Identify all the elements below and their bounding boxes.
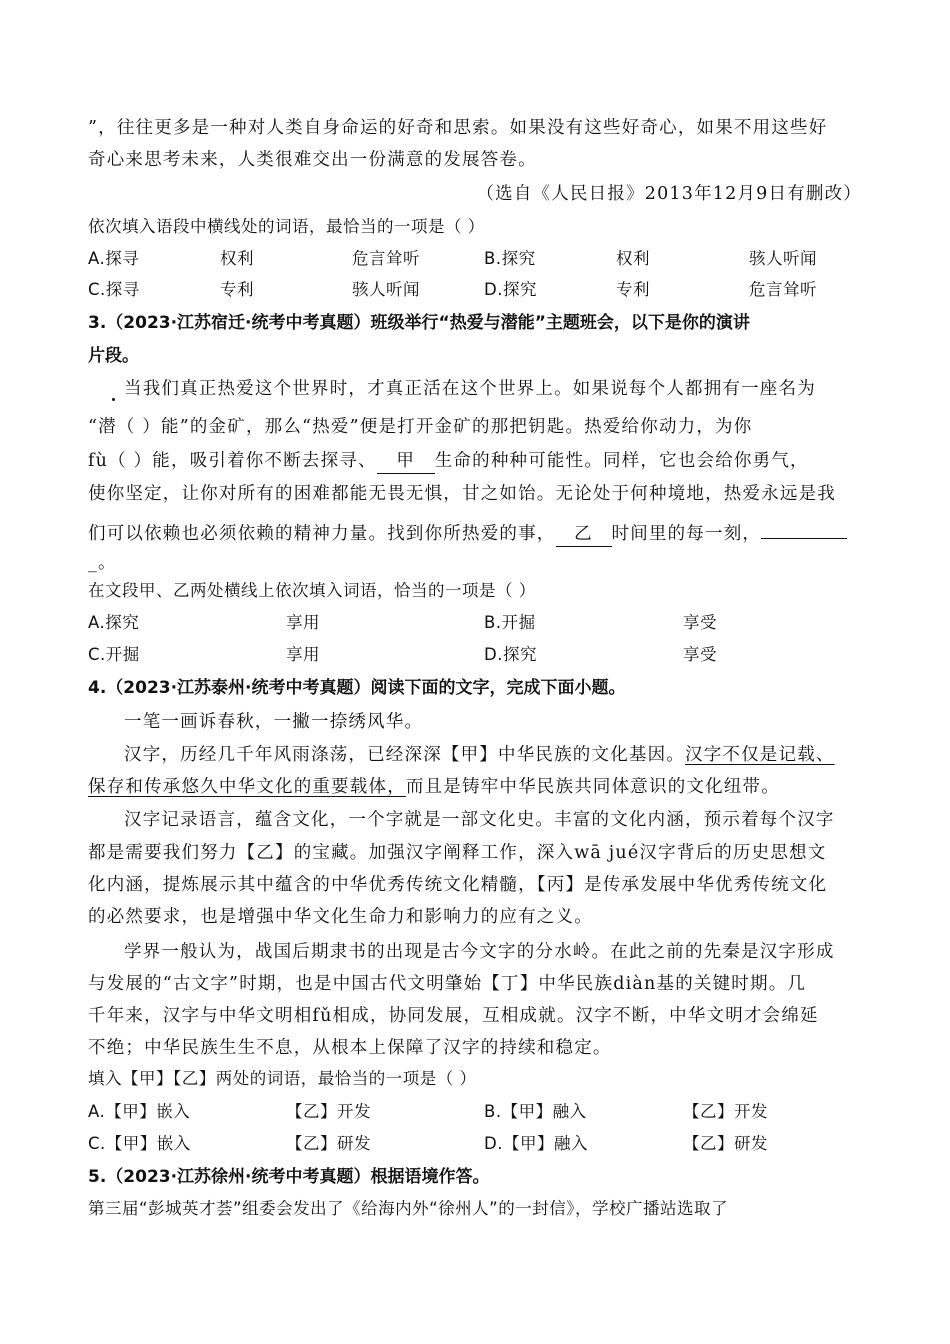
underlined-text: 汉字不仅是记载、: [685, 745, 835, 765]
option-d-yi: 【乙】研发: [683, 1134, 768, 1153]
option-b-word2: 权利: [616, 249, 650, 268]
passage-line: 的必然要求，也是增强中华文化生命力和影响力的应有之义。: [88, 907, 593, 927]
passage-line: 都是需要我们努力【乙】的宝藏。加强汉字阐释工作，深入wā jué汉字背后的历史思想文: [88, 843, 827, 863]
option-a-word3: 危言耸听: [352, 249, 420, 268]
passage-line: ”，往往更多是一种对人类自身命运的好奇和思索。如果没有这些好奇心，如果不用这些好: [88, 118, 828, 138]
option-row: [88, 1128, 863, 1160]
passage-line: [88, 445, 863, 477]
option-d-word2: 享受: [683, 645, 717, 664]
option-row: [88, 243, 863, 275]
blank-end: [761, 514, 847, 539]
blank-yi: 乙: [556, 522, 612, 547]
option-d-word2: 专利: [616, 280, 650, 299]
option-a-jia: A.【甲】嵌入: [88, 1102, 191, 1121]
option-a-word1: A.探究: [88, 613, 140, 632]
blank-jia: 甲: [377, 449, 435, 474]
passage-line: “潜（ ）能”的金矿，那么“热爱”便是打开金矿的那把钥匙。热爱给你动力，为你: [88, 417, 753, 437]
passage-text: 们可以依赖也必须依赖的精神力量。找到你所热爱的事，: [88, 524, 556, 544]
option-a-yi: 【乙】开发: [286, 1102, 371, 1121]
question-title: 5.（2023·江苏徐州·统考中考真题）根据语境作答。: [88, 1167, 490, 1187]
passage-line: [88, 771, 863, 803]
option-row: [88, 274, 863, 306]
option-row: [88, 607, 863, 639]
question-title: 片段。: [88, 346, 139, 366]
passage-line: 使你坚定，让你对所有的困难都能无畏无惧，甘之如饴。无论处于何种境地，热爱永远是我: [88, 484, 836, 504]
passage-line: _。: [88, 553, 117, 573]
source-citation: （选自《人民日报》2013年12月9日有删改）: [476, 184, 862, 204]
question-stem: 填入【甲】【乙】两处的词语，最恰当的一项是（ ）: [88, 1069, 477, 1088]
option-a-word2: 享用: [286, 613, 320, 632]
passage-line: 化内涵，提炼展示其中蕴含的中华优秀传统文化精髓，【丙】是传承发展中华优秀传统文化: [88, 875, 828, 895]
option-b-word2: 享受: [683, 613, 717, 632]
passage-line: 当我们真正热爱这个世界时，才真正活在这个世界上。如果说每个人都拥有一座名为: [124, 379, 816, 399]
option-b-word1: B.探究: [484, 249, 536, 268]
option-c-word1: C.探寻: [88, 280, 140, 299]
option-d-word3: 危言耸听: [749, 280, 817, 299]
option-a-word2: 权利: [220, 249, 254, 268]
option-d-word1: D.探究: [484, 280, 537, 299]
option-c-yi: 【乙】研发: [286, 1134, 371, 1153]
passage-line: 学界一般认为，战国后期隶书的出现是古今文字的分水岭。在此之前的先秦是汉字形成: [124, 942, 835, 962]
passage-line: 第三届“彭城英才荟”组委会发出了《给海内外“徐州人”的一封信》，学校广播站选取了: [88, 1199, 728, 1218]
passage-line: [124, 739, 864, 771]
passage-text: fù（ ）能，吸引着你不断去探寻、: [88, 451, 377, 471]
option-d-word1: D.探究: [484, 645, 537, 664]
option-b-yi: 【乙】开发: [683, 1102, 768, 1121]
option-c-jia: C.【甲】嵌入: [88, 1134, 191, 1153]
passage-line: [88, 514, 863, 546]
option-row: [88, 1096, 863, 1128]
option-d-jia: D.【甲】融入: [484, 1134, 588, 1153]
option-c-word2: 专利: [220, 280, 254, 299]
passage-line: 奇心来思考未来，人类很难交出一份满意的发展答卷。: [88, 150, 537, 170]
passage-line: 与发展的“古文字”时期，也是中国古代文明肇始【丁】中华民族diàn基的关键时期。几: [88, 974, 807, 994]
passage-line: 千年来，汉字与中华文明相fǔ相成，协同发展，互相成就。汉字不断，中华文明才会绵延: [88, 1006, 819, 1026]
option-b-word1: B.开掘: [484, 613, 536, 632]
option-c-word3: 骇人听闻: [352, 280, 420, 299]
option-c-word1: C.开掘: [88, 645, 140, 664]
passage-text: 而且是铸牢中华民族共同体意识的文化纽带。: [405, 777, 780, 797]
option-a-word1: A.探寻: [88, 249, 140, 268]
passage-text: 汉字，历经几千年风雨涤荡，已经深深【甲】中华民族的文化基因。: [124, 745, 685, 765]
passage-line: 不绝；中华民族生生不息，从根本上保障了汉字的持续和稳定。: [88, 1038, 612, 1058]
option-b-jia: B.【甲】融入: [484, 1102, 587, 1121]
option-b-word3: 骇人听闻: [749, 249, 817, 268]
question-title: 3.（2023·江苏宿迁·统考中考真题）班级举行“热爱与潜能”主题班会，以下是你的演讲: [88, 313, 750, 333]
question-stem: 依次填入语段中横线处的词语，最恰当的一项是（ ）: [88, 217, 485, 236]
passage-text: 时间里的每一刻，: [611, 524, 762, 544]
underlined-text: 保存和传承悠久中华文化的重要载体，: [88, 777, 406, 797]
passage-line: 汉字记录语言，蕴含文化，一个字就是一部文化史。丰富的文化内涵，预示着每个汉字: [124, 810, 835, 830]
emphasis-dot: [112, 398, 115, 401]
option-row: [88, 639, 863, 671]
option-c-word2: 享用: [286, 645, 320, 664]
passage-text: 生命的种种可能性。同样，它也会给你勇气，: [434, 451, 809, 471]
question-stem: 在文段甲、乙两处横线上依次填入词语，恰当的一项是（ ）: [88, 581, 536, 600]
question-title: 4.（2023·江苏泰州·统考中考真题）阅读下面的文字，完成下面小题。: [88, 678, 626, 698]
passage-line: 一笔一画诉春秋，一撇一捺绣风华。: [124, 712, 424, 732]
